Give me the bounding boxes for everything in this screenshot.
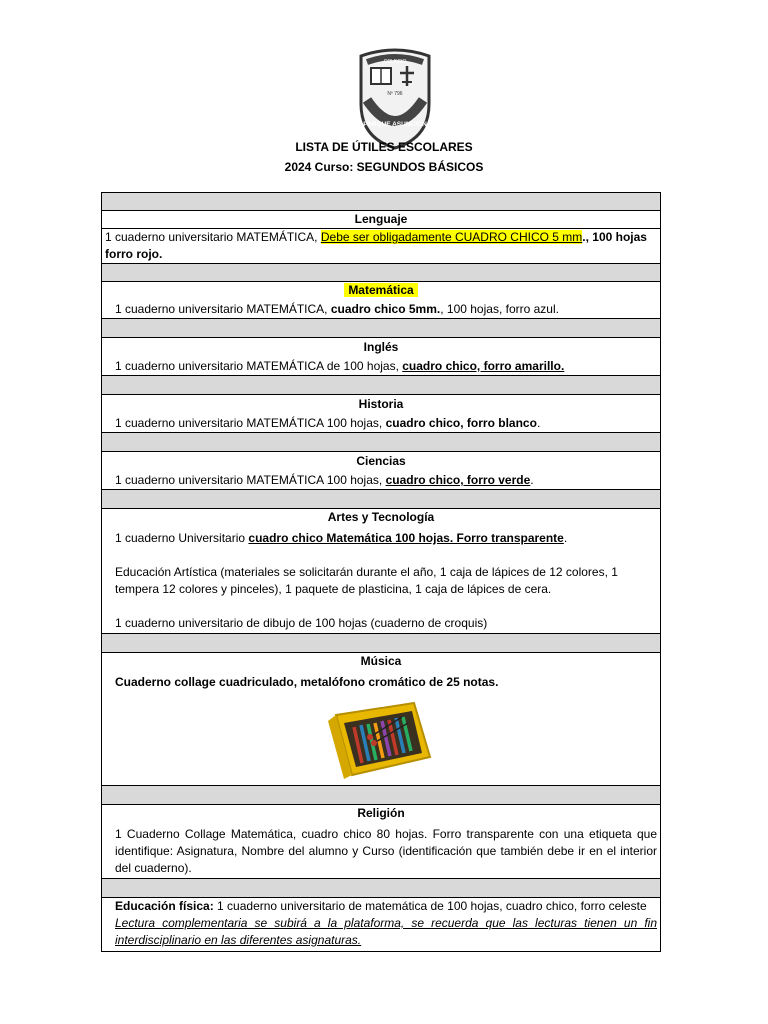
section-heading-ciencias: Ciencias — [356, 454, 406, 468]
section-text-lenguaje: 1 cuaderno universitario MATEMÁTICA, Debe ser obligadamente CUADRO CHICO 5 mm., 100 hojas forro rojo. — [102, 229, 661, 264]
section-artes: Artes y Tecnología 1 cuaderno Universitario cuadro chico Matemática 100 hojas. Forro transparente. Educación Artística (materiales se solicitarán durante el año, 1 caja de lápices de 12 colores, 1 tempera 12 colores y pinceles), 1 paquete de plasticina, 1 caja de lápices de cera. 1 cuaderno universitario de dibujo de 100 hojas (cuaderno de croquis) — [102, 509, 661, 634]
musica-text: Cuaderno collage cuadriculado, metalófono cromático de 25 notas. — [115, 675, 499, 689]
page-subtitle: 2024 Curso: SEGUNDOS BÁSICOS — [284, 160, 484, 174]
section-heading-artes: Artes y Tecnología — [327, 510, 435, 524]
section-heading-lenguaje: Lenguaje — [354, 212, 408, 226]
artes-paragraph-2: Educación Artística (materiales se solicitarán durante el año, 1 caja de lápices de 12 colores, 1 tempera 12 colores y pinceles), 1 paquete de plasticina, 1 caja de lápices de cera. — [115, 565, 618, 596]
educacion-fisica-label: Educación física: — [115, 899, 214, 913]
row-separator — [102, 433, 661, 452]
row-separator — [102, 879, 661, 898]
row-separator — [102, 376, 661, 395]
section-lenguaje — [102, 211, 661, 229]
crest-name-text: PARQUE ASUNCIÓN — [363, 121, 427, 128]
supplies-table — [101, 192, 661, 952]
section-heading-religion: Religión — [357, 806, 405, 820]
section-matematica: Matemática 1 cuaderno universitario MATEMÁTICA, cuadro chico 5mm., 100 hojas, forro azul. — [102, 282, 661, 319]
page-title: LISTA DE ÚTILES ESCOLARES — [295, 140, 473, 154]
religion-text: 1 Cuaderno Collage Matemática, cuadro chico 80 hojas. Forro transparente con una etiqueta que identifique: Asignatura, Nombre del alumno y Curso (identificación que también debe ir en el interior del cuaderno). — [115, 827, 657, 875]
lectura-note: Lectura complementaria se subirá a la plataforma, se recuerda que las lecturas tienen un fin interdisciplinario en las diferentes asignaturas. — [115, 916, 657, 947]
section-ciencias: Ciencias 1 cuaderno universitario MATEMÁTICA 100 hojas, cuadro chico, forro verde. — [102, 452, 661, 490]
section-educacion-fisica: Educación física: 1 cuaderno universitario de matemática de 100 hojas, cuadro chico, forro celeste Lectura complementaria se subirá a la plataforma, se recuerda que las lecturas tienen un fin interdisciplinario en las diferentes asignaturas. — [102, 898, 661, 952]
crest-arc-text: COLEGIO — [383, 59, 407, 65]
school-crest-icon — [355, 46, 435, 150]
row-separator — [102, 319, 661, 338]
section-historia: Historia 1 cuaderno universitario MATEMÁTICA 100 hojas, cuadro chico, forro blanco. — [102, 395, 661, 433]
row-separator — [102, 490, 661, 509]
section-heading-matematica: Matemática — [344, 283, 417, 297]
row-separator — [102, 634, 661, 653]
crest-small-text: Nº 796 — [387, 91, 403, 97]
xylophone-icon — [326, 697, 436, 781]
row-separator — [102, 193, 661, 211]
row-separator — [102, 264, 661, 282]
highlighted-requirement: Debe ser obligadamente CUADRO CHICO 5 mm — [320, 230, 583, 244]
section-heading-musica: Música — [360, 654, 402, 668]
section-religion — [102, 805, 661, 879]
artes-paragraph-3: 1 cuaderno universitario de dibujo de 100 hojas (cuaderno de croquis) — [115, 616, 488, 630]
section-ingles: Inglés 1 cuaderno universitario MATEMÁTICA de 100 hojas, cuadro chico, forro amarillo. — [102, 338, 661, 376]
section-musica — [102, 653, 661, 786]
section-heading-historia: Historia — [358, 397, 404, 411]
section-heading-ingles: Inglés — [363, 340, 399, 354]
row-separator — [102, 786, 661, 805]
